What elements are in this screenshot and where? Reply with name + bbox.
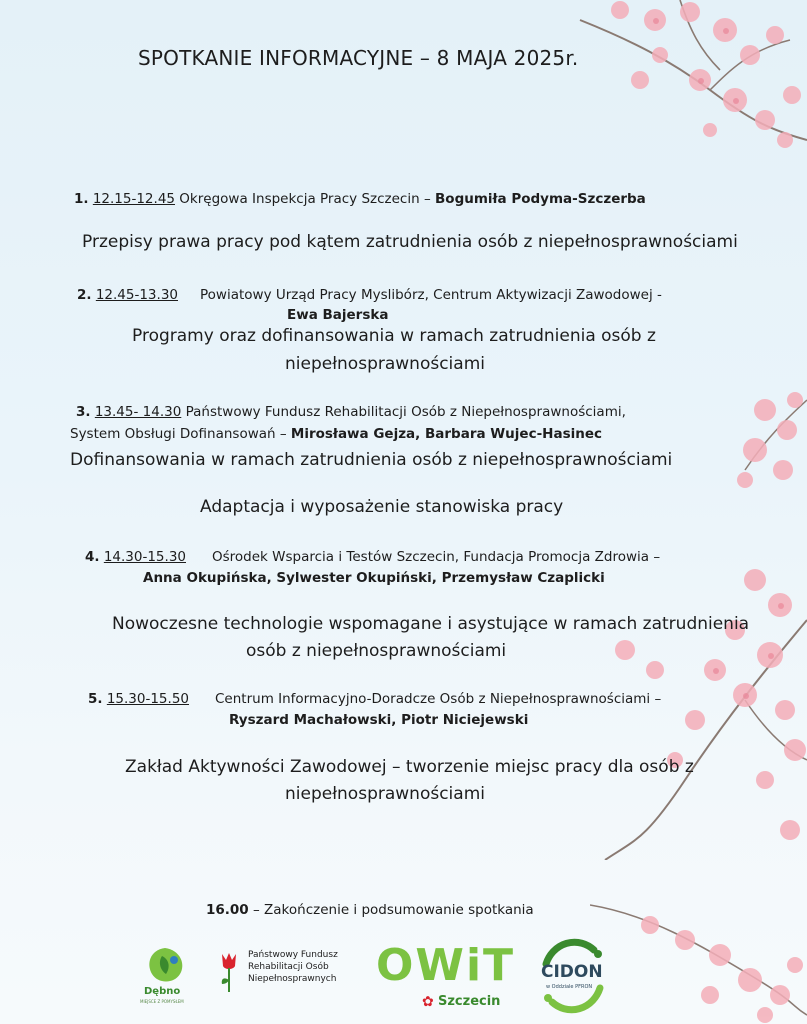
item-number: 3. [76, 404, 91, 420]
agenda-item-2-topic-line2: niepełnosprawnościami [285, 354, 485, 374]
agenda-item-5-topic-line1: Zakład Aktywności Zawodowej – tworzenie miejsc pracy dla osób z [125, 757, 694, 777]
item-time: 13.45- 14.30 [94, 404, 182, 420]
cidon-name: CIDON [541, 962, 603, 982]
cherry-blossom-right-lower [595, 560, 807, 860]
page-title: SPOTKANIE INFORMACYJNE – 8 MAJA 2025r. [138, 46, 579, 70]
item-number: 2. [77, 287, 92, 303]
debno-logo [140, 944, 190, 1014]
agenda-item-5-header [88, 691, 661, 707]
debno-tagline: MIEJSCE Z POMYSŁEM [140, 999, 184, 1004]
cherry-blossom-right-middle [715, 380, 807, 500]
agenda-item-3-header [76, 404, 626, 420]
item-organization: Powiatowy Urząd Pracy Myslibórz, Centrum Aktywizacji Zawodowej - [200, 287, 662, 303]
partner-logos [0, 930, 807, 1024]
closing-line [206, 902, 534, 918]
pfron-name-line2: Rehabilitacji Osób [248, 962, 329, 972]
agenda-item-5-topic-line2: niepełnosprawnościami [285, 784, 485, 804]
agenda-item-3-line2 [70, 426, 602, 442]
owit-name: OWiT [376, 940, 516, 991]
closing-text: – Zakończenie i podsumowanie spotkania [248, 902, 534, 918]
agenda-item-3-topic-line2: Adaptacja i wyposażenie stanowiska pracy [200, 497, 564, 517]
item-time: 14.30-15.30 [103, 549, 186, 565]
agenda-item-3-topic-line1: Dofinansowania w ramach zatrudnienia osób z niepełnosprawnościami [70, 450, 673, 470]
agenda-item-1-header [74, 191, 646, 207]
agenda-item-4-speakers: Anna Okupińska, Sylwester Okupiński, Przemysław Czaplicki [143, 570, 605, 586]
cidon-logo [536, 934, 608, 1016]
agenda-item-5-speakers: Ryszard Machałowski, Piotr Niciejewski [229, 712, 529, 728]
cidon-sub: w Oddziale PFRON [546, 984, 593, 990]
agenda-item-1-topic: Przepisy prawa pracy pod kątem zatrudnienia osób z niepełnosprawnościami [82, 232, 738, 252]
item-time: 12.15-12.45 [92, 191, 175, 207]
debno-leaf-icon [140, 944, 190, 988]
agenda-item-4-header [85, 549, 660, 565]
debno-name: Dębno [144, 986, 181, 997]
agenda-item-2-topic-line1: Programy oraz dofinansowania w ramach zatrudnienia osób z [132, 326, 656, 346]
agenda-item-2-header [77, 287, 662, 303]
item-number: 4. [85, 549, 100, 565]
item-organization: Okręgowa Inspekcja Pracy Szczecin – [175, 191, 435, 207]
cherry-blossom-top-right [560, 0, 807, 160]
item-number: 1. [74, 191, 89, 207]
item-speakers: Bogumiła Podyma-Szczerba [435, 191, 646, 207]
closing-time: 16.00 [206, 902, 249, 918]
owit-logo [376, 940, 526, 1020]
item-organization: Państwowy Fundusz Rehabilitacji Osób z Niepełnosprawnościami, [181, 404, 626, 420]
agenda-item-2-speakers: Ewa Bajerska [287, 307, 389, 323]
owit-clover-icon: ✿ [422, 994, 434, 1010]
pfron-logo [218, 950, 358, 1000]
agenda-item-4-topic-line1: Nowoczesne technologie wspomagane i asystujące w ramach zatrudnienia [112, 614, 750, 634]
item-organization-cont: System Obsługi Dofinansowań – [70, 426, 291, 442]
item-time: 15.30-15.50 [106, 691, 189, 707]
item-time: 12.45-13.30 [95, 287, 178, 303]
agenda-item-4-topic-line2: osób z niepełnosprawnościami [246, 641, 507, 661]
owit-city: Szczecin [438, 994, 501, 1009]
pfron-tulip-icon [218, 950, 240, 994]
item-speakers: Mirosława Gejza, Barbara Wujec-Hasinec [290, 426, 603, 442]
item-organization: Centrum Informacyjno-Doradcze Osób z Niepełnosprawnościami – [215, 691, 662, 707]
item-organization: Ośrodek Wsparcia i Testów Szczecin, Fundacja Promocja Zdrowia – [212, 549, 661, 565]
pfron-name-line1: Państwowy Fundusz [248, 950, 338, 960]
item-number: 5. [88, 691, 103, 707]
pfron-name-line3: Niepełnosprawnych [248, 974, 337, 984]
